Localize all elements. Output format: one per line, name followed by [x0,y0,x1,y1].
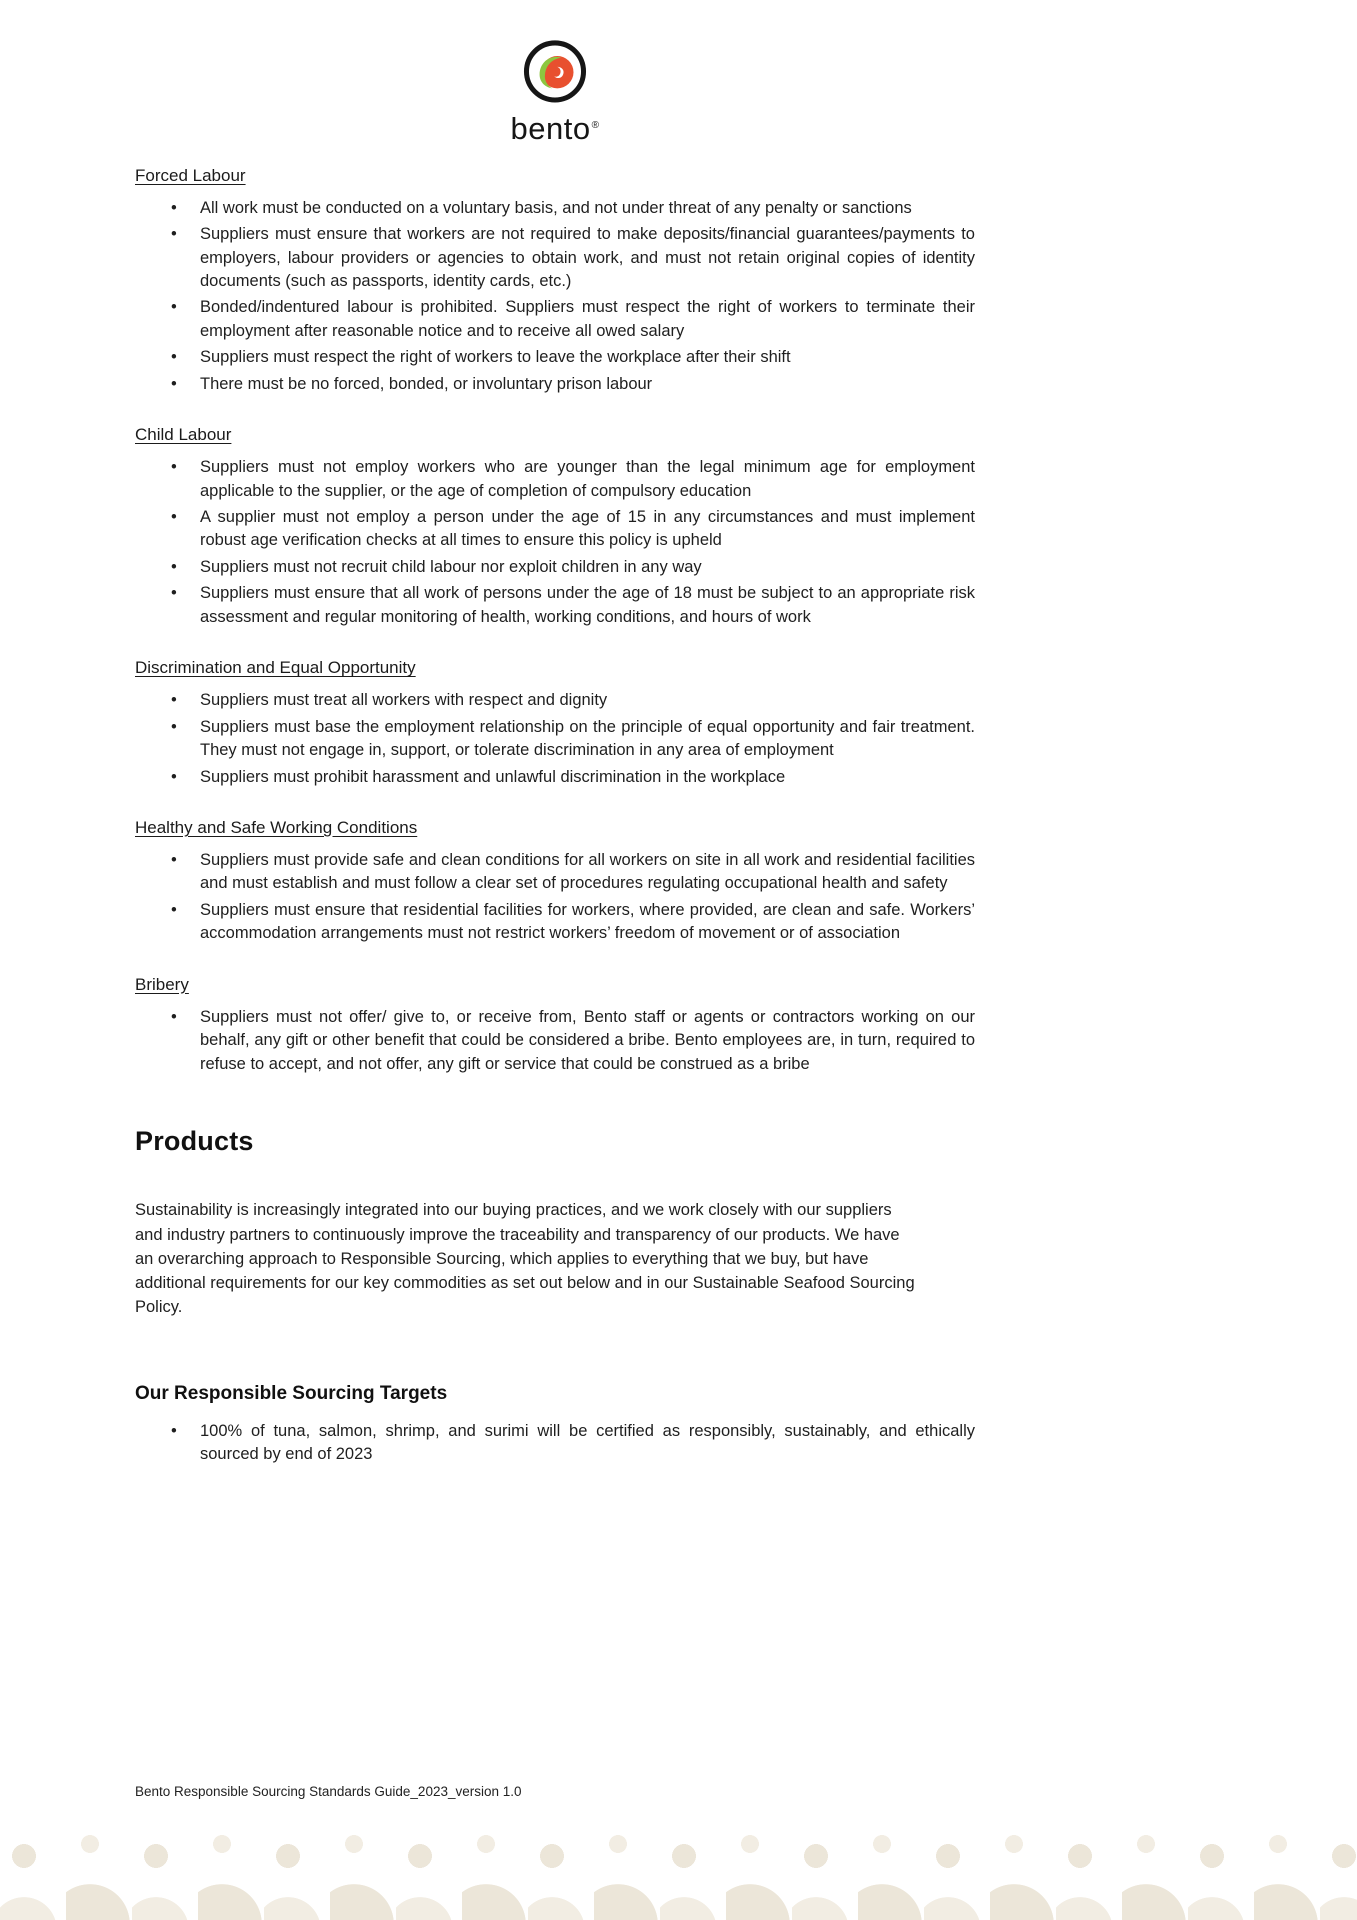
bento-logo-icon [516,36,594,110]
section-discrimination [135,656,975,789]
bullet-item: • A supplier must not employ a person under the age of 15 in any circumstances and must implement robust age verification checks at all times to ensure this policy is upheld [135,506,975,553]
products-heading: Products [135,1126,254,1157]
bullet-item: • 100% of tuna, salmon, shrimp, and surimi will be certified as responsibly, sustainably, and ethically sourced by end of 2023 [135,1420,975,1467]
bullet-item: • Suppliers must base the employment relationship on the principle of equal opportunity and fair treatment. They must not engage in, support, or tolerate discrimination in any area of employment [135,716,975,763]
section-health-safety [135,816,975,946]
bullet-list-targets [135,1420,975,1467]
logo-block [135,0,975,146]
bullet-item: • Suppliers must not offer/ give to, or receive from, Bento staff or agents or contractors working on our behalf, any gift or other benefit that could be considered a bribe. Bento employees are, in turn, required to refuse to accept, and not offer, any gift or service that could be construed as a bribe [135,1006,975,1076]
bullet-item: • Suppliers must provide safe and clean conditions for all workers on site in all work and residential facilities and must establish and must follow a clear set of procedures regulating occupational health and safety [135,849,975,896]
bullet-item: • Suppliers must not employ workers who are younger than the legal minimum age for employment applicable to the supplier, or the age of completion of compulsory education [135,456,975,503]
bullet-item: • All work must be conducted on a voluntary basis, and not under threat of any penalty or sanctions [135,197,975,220]
bullet-list-forced-labour [135,197,975,396]
section-forced-labour [135,164,975,397]
section-heading-health-safety: Healthy and Safe Working Conditions [135,817,418,837]
bullet-item: • Suppliers must ensure that residential facilities for workers, where provided, are clean and safe. Workers’ accommodation arrangements must not restrict workers’ freedom of movement or of association [135,899,975,946]
decorative-bubble-border [0,1832,1357,1920]
section-heading-discrimination: Discrimination and Equal Opportunity [135,658,416,678]
section-bribery [135,973,975,1076]
bullet-list-health-safety [135,849,975,946]
page-footer: Bento Responsible Sourcing Standards Guide_2023_version 1.0 [135,1784,522,1799]
bullet-list-child-labour [135,456,975,629]
document-content [135,164,975,1467]
bullet-item: • Suppliers must treat all workers with respect and dignity [135,689,975,712]
bullet-item: • There must be no forced, bonded, or involuntary prison labour [135,373,975,396]
section-heading-child-labour: Child Labour [135,425,232,445]
section-heading-forced-labour: Forced Labour [135,165,246,185]
brand-name: bento [510,111,591,146]
section-child-labour [135,423,975,629]
section-heading-bribery: Bribery [135,974,189,994]
targets-heading: Our Responsible Sourcing Targets [135,1382,448,1404]
products-intro-paragraph: Sustainability is increasingly integrated into our buying practices, and we work closely with our suppliers and industry partners to continuously improve the traceability and transparency of our products. We have an overarching approach to Responsible Sourcing, which applies to everything that we buy, but have additional requirements for our key commodities as set out below and in our Sustainable Seafood Sourcing Policy. [135,1201,915,1316]
bullet-item: • Suppliers must not recruit child labour nor exploit children in any way [135,556,975,579]
bullet-item: • Suppliers must respect the right of workers to leave the workplace after their shift [135,346,975,369]
bullet-list-discrimination [135,689,975,789]
bullet-item: • Suppliers must prohibit harassment and unlawful discrimination in the workplace [135,766,975,789]
bullet-list-bribery [135,1006,975,1076]
logo-wordmark [135,113,975,146]
bullet-item: • Bonded/indentured labour is prohibited. Suppliers must respect the right of workers to terminate their employment after reasonable notice and to receive all owed salary [135,296,975,343]
bullet-item: • Suppliers must ensure that workers are not required to make deposits/financial guarantees/payments to employers, labour providers or agencies to obtain work, and must not retain original copies of identity documents (such as passports, identity cards, etc.) [135,223,975,293]
bullet-item: • Suppliers must ensure that all work of persons under the age of 18 must be subject to an appropriate risk assessment and regular monitoring of health, working conditions, and hours of work [135,582,975,629]
trademark-symbol: ® [591,119,600,131]
